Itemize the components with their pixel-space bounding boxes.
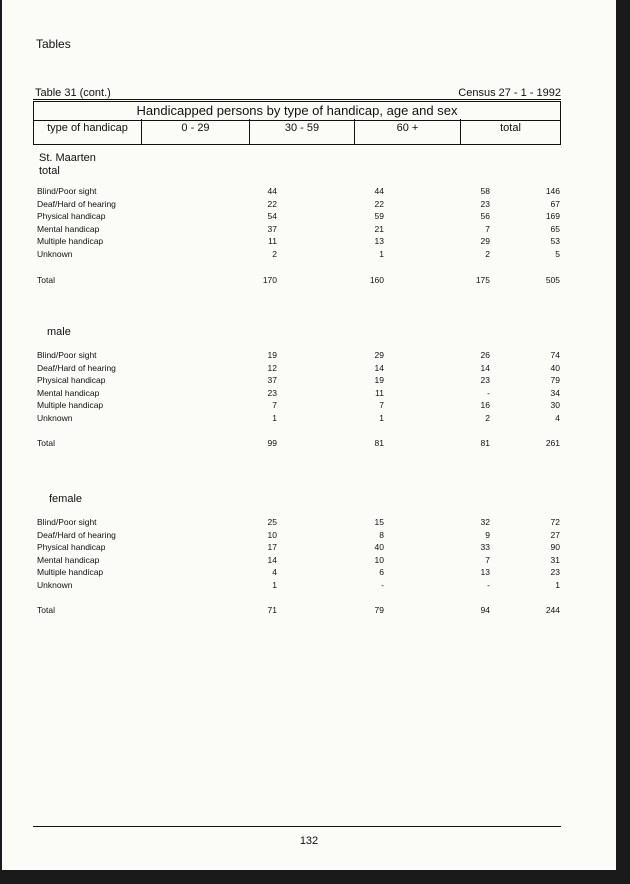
page-number: 132	[299, 835, 319, 847]
document-page	[2, 0, 616, 870]
cell-value: 169	[545, 211, 560, 221]
cell-value: 23	[480, 198, 490, 209]
table-row	[37, 566, 562, 579]
table-row	[37, 374, 562, 387]
section-label-line: male	[47, 326, 71, 338]
table-row	[37, 198, 562, 211]
cell-value: 79	[550, 375, 560, 385]
cell-value: 16	[480, 400, 490, 410]
top-rule	[33, 99, 561, 100]
cell-value: 1	[379, 248, 384, 259]
cell-value: 11	[375, 387, 384, 398]
table-row	[37, 579, 562, 592]
section-label-st-maarten	[39, 152, 96, 178]
cell-value: 13	[374, 236, 384, 246]
row-label: Multiple handicap	[37, 567, 104, 577]
cell-value: 14	[374, 362, 384, 373]
cell-value: 81	[374, 438, 384, 448]
cell-value: 23	[550, 567, 560, 577]
cell-value: 175	[475, 275, 490, 285]
cell-value: 2	[485, 248, 490, 259]
cell-value: 11	[268, 236, 277, 246]
footer-rule	[33, 826, 561, 827]
row-label: Unknown	[37, 579, 73, 590]
row-label: Total	[37, 275, 55, 285]
row-label: Unknown	[37, 248, 73, 259]
cell-value: 160	[369, 275, 384, 285]
total-row	[37, 274, 562, 287]
cell-value: -	[487, 387, 490, 398]
cell-value: 5	[555, 248, 560, 259]
table-header-row	[33, 119, 561, 145]
cell-value: 170	[262, 275, 277, 285]
cell-value: 9	[485, 529, 490, 540]
cell-value: 29	[480, 236, 490, 246]
cell-value: 1	[272, 412, 277, 423]
row-label: Blind/Poor sight	[37, 350, 97, 360]
section-label-line: total	[39, 165, 60, 177]
cell-value: -	[487, 579, 490, 590]
cell-value: 1	[379, 412, 384, 423]
row-label: Deaf/Hard of hearing	[37, 198, 116, 209]
total-row	[37, 437, 562, 450]
cell-value: 79	[374, 605, 384, 615]
row-label: Blind/Poor sight	[37, 517, 97, 527]
cell-value: 10	[374, 554, 384, 565]
cell-value: 4	[555, 412, 560, 423]
cell-value: 19	[374, 375, 384, 385]
table-row	[37, 412, 562, 425]
table-row	[37, 210, 562, 223]
cell-value: 44	[374, 186, 384, 196]
cell-value: 10	[267, 529, 277, 540]
cell-value: 37	[267, 223, 277, 234]
table-row	[37, 541, 562, 554]
table-row	[37, 185, 562, 198]
table-row	[37, 349, 562, 362]
cell-value: 1	[555, 579, 560, 590]
cell-value: 27	[550, 529, 560, 540]
row-label: Multiple handicap	[37, 400, 104, 410]
running-head: Tables	[36, 37, 71, 51]
cell-value: 58	[480, 186, 490, 196]
cell-value: 81	[480, 438, 490, 448]
cell-value: 22	[374, 198, 384, 209]
cell-value: 2	[272, 248, 277, 259]
header-age-60-plus: 60 +	[354, 119, 460, 144]
row-label: Deaf/Hard of hearing	[37, 529, 116, 540]
cell-value: 12	[267, 362, 277, 373]
header-age-0-29: 0 - 29	[141, 119, 249, 144]
section-rows-total	[37, 185, 562, 260]
cell-value: 4	[272, 567, 277, 577]
cell-value: 1	[272, 579, 277, 590]
cell-value: 7	[272, 400, 277, 410]
cell-value: 21	[374, 223, 384, 234]
cell-value: 34	[550, 387, 560, 398]
row-label: Physical handicap	[37, 211, 106, 221]
cell-value: 74	[550, 350, 560, 360]
row-label: Multiple handicap	[37, 236, 104, 246]
cell-value: 17	[267, 542, 277, 552]
total-row	[37, 604, 562, 617]
row-label: Physical handicap	[37, 375, 106, 385]
cell-value: 56	[480, 211, 490, 221]
cell-value: 44	[267, 186, 277, 196]
table-row	[37, 529, 562, 542]
cell-value: 71	[267, 605, 277, 615]
section-rows-male	[37, 349, 562, 424]
row-label: Mental handicap	[37, 223, 100, 234]
table-row	[37, 223, 562, 236]
cell-value: 72	[550, 517, 560, 527]
cell-value: 8	[379, 529, 384, 540]
cell-value: 25	[267, 517, 277, 527]
cell-value: 31	[550, 554, 560, 565]
census-date: Census 27 - 1 - 1992	[458, 87, 561, 99]
cell-value: 67	[550, 198, 560, 209]
section-label-male	[47, 326, 71, 339]
table-row	[37, 399, 562, 412]
cell-value: 13	[480, 567, 490, 577]
row-label: Deaf/Hard of hearing	[37, 362, 116, 373]
table-row	[37, 516, 562, 529]
cell-value: 23	[480, 375, 490, 385]
cell-value: 2	[485, 412, 490, 423]
cell-value: 32	[480, 517, 490, 527]
cell-value: 59	[374, 211, 384, 221]
cell-value: -	[381, 579, 384, 590]
cell-value: 15	[374, 517, 384, 527]
row-label: Total	[37, 438, 55, 448]
cell-value: 33	[480, 542, 490, 552]
section-rows-female	[37, 516, 562, 591]
cell-value: 65	[550, 223, 560, 234]
cell-value: 7	[485, 223, 490, 234]
cell-value: 90	[550, 542, 560, 552]
cell-value: 14	[480, 362, 490, 373]
cell-value: 505	[545, 275, 560, 285]
cell-value: 99	[267, 438, 277, 448]
table-row	[37, 387, 562, 400]
cell-value: 19	[267, 350, 277, 360]
cell-value: 54	[267, 211, 277, 221]
cell-value: 14	[267, 554, 277, 565]
cell-value: 261	[545, 438, 560, 448]
table-row	[37, 235, 562, 248]
header-age-30-59: 30 - 59	[249, 119, 354, 144]
table-row	[37, 554, 562, 567]
table-row	[37, 362, 562, 375]
cell-value: 6	[379, 567, 384, 577]
table-id: Table 31 (cont.)	[35, 87, 111, 99]
cell-value: 7	[379, 400, 384, 410]
header-type-of-handicap: type of handicap	[33, 119, 141, 144]
header-total: total	[460, 119, 561, 144]
section-label-line: St. Maarten	[39, 152, 96, 164]
cell-value: 37	[267, 375, 277, 385]
cell-value: 94	[480, 605, 490, 615]
row-label: Unknown	[37, 412, 73, 423]
cell-value: 146	[545, 186, 560, 196]
row-label: Blind/Poor sight	[37, 186, 97, 196]
cell-value: 23	[267, 387, 277, 398]
cell-value: 53	[550, 236, 560, 246]
cell-value: 26	[480, 350, 490, 360]
row-label: Total	[37, 605, 55, 615]
cell-value: 7	[485, 554, 490, 565]
cell-value: 30	[550, 400, 560, 410]
section-label-line: female	[49, 493, 83, 505]
cell-value: 40	[550, 362, 560, 373]
row-label: Physical handicap	[37, 542, 106, 552]
row-label: Mental handicap	[37, 387, 100, 398]
table-title: Handicapped persons by type of handicap, age and sex	[33, 101, 561, 121]
cell-value: 22	[267, 198, 277, 209]
cell-value: 29	[374, 350, 384, 360]
table-row	[37, 248, 562, 261]
row-label: Mental handicap	[37, 554, 100, 565]
cell-value: 40	[374, 542, 384, 552]
section-label-female	[49, 493, 82, 506]
cell-value: 244	[545, 605, 560, 615]
